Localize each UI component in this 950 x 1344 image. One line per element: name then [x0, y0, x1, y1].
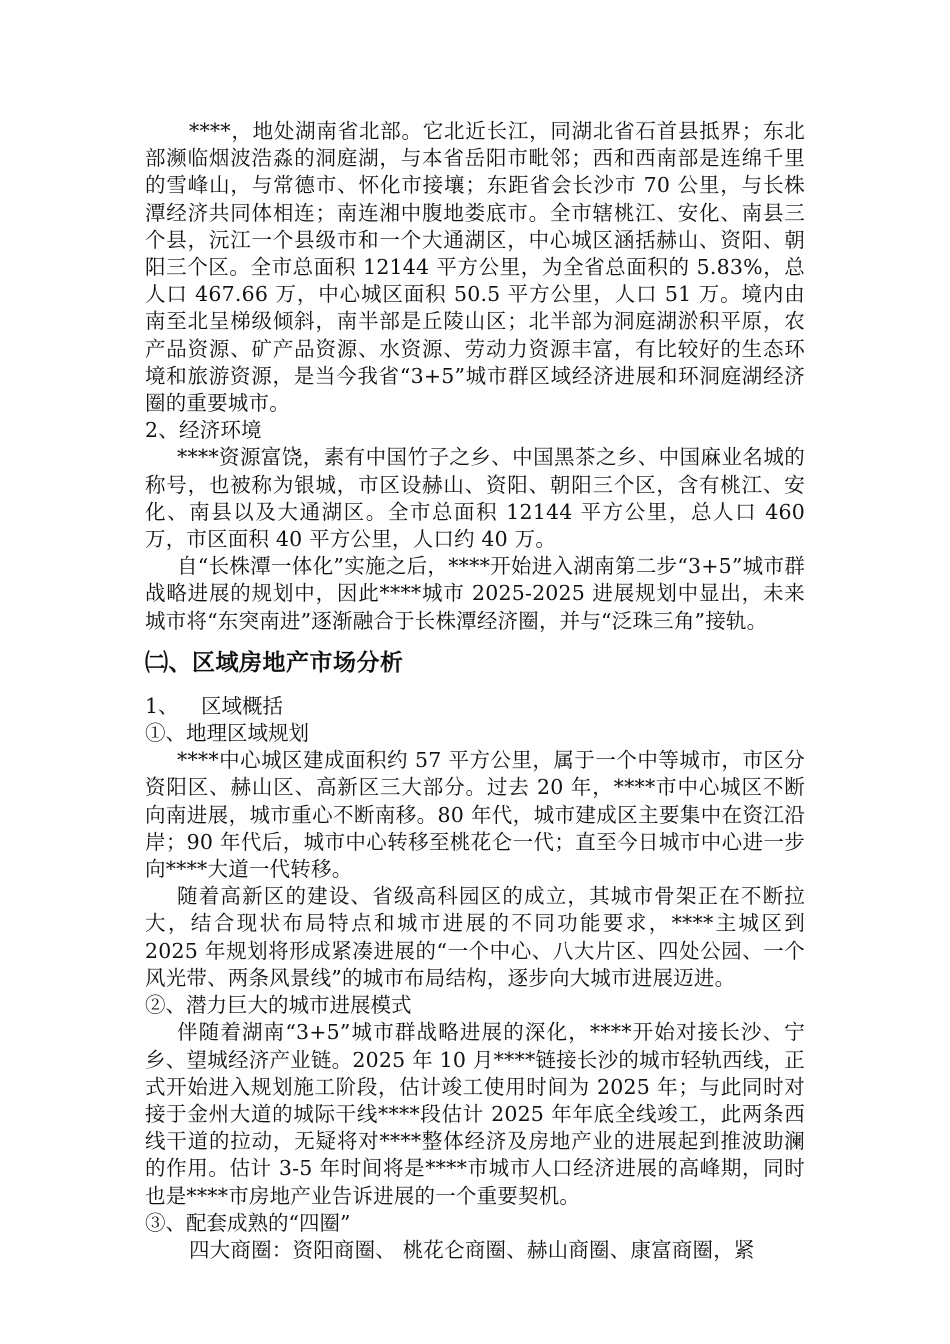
paragraph-integration: 自“长株潭一体化”实施之后，****开始进入湖南第二步“3+5”城市群战略进展的规划中，因此****城市 2025-2025 进展规划中显出，未来城市将“东突南进”逐渐融合于长株潭经济圈，并与“泛珠三角”接轨。 [145, 554, 805, 633]
paragraph-city-cluster: 伴随着湖南“3+5”城市群战略进展的深化，****开始对接长沙、宁乡、望城经济产业链。2025 年 10 月****链接长沙的城市轻轨西线，正式开始进入规划施工阶段，估计竣工使用时间为 2025 年；与此同时对接于金州大道的城际干线****段估计 2025 年年底全线竣工，此两条西线干道的拉动，无疑将对****整体经济及房地产业的进展起到推波助澜的作用。估计 3-5 年时间将是****市城市人口经济进展的高峰期，同时也是****市房地产业告诉进展的一个重要契机。 [145, 1020, 805, 1208]
section-heading-real-estate: ㈡、区域房地产市场分析 [145, 649, 404, 676]
item-heading-development-mode: ②、潜力巨大的城市进展模式 [145, 993, 412, 1018]
paragraph-economy: ****资源富饶，素有中国竹子之乡、中国黑茶之乡、中国麻业名城的称号，也被称为银城，市区设赫山、资阳、朝阳三个区，含有桃江、安化、南县以及大通湖区。全市总面积 12144 平方公里，总人口 460 万，市区面积 40 平方公里，人口约 40 万。 [145, 445, 805, 552]
document-page [145, 118, 805, 1264]
subsection-heading-overview [145, 693, 805, 720]
paragraph-location: ****，地处湖南省北部。它北近长江，同湖北省石首县抵界；东北部濒临烟波浩淼的洞庭湖，与本省岳阳市毗邻；西和西南部是连绵千里的雪峰山，与常德市、怀化市接壤；东距省会长沙市 70 公里，与长株潭经济共同体相连；南连湘中腹地娄底市。全市辖桃江、安化、南县三个县，沅江一个县级市和一个大通湖区，中心城区涵括赫山、资阳、朝阳三个区。全市总面积 12144 平方公里，为全省总面积的 5.83%，总人口 467.66 万，中心城区面积 50.5 平方公里，人口 51 万。境内由南至北呈梯级倾斜，南半部是丘陵山区；北半部为洞庭湖淤积平原，农产品资源、矿产品资源、水资源、劳动力资源丰富，有比较好的生态环境和旅游资源，是当今我省“3+5”城市群区域经济进展和环洞庭湖经济圈的重要城市。 [145, 119, 805, 416]
paragraph-urban-area: ****中心城区建成面积约 57 平方公里，属于一个中等城市，市区分资阳区、赫山区、高新区三大部分。过去 20 年，****市中心城区不断向南进展，城市重心不断南移。80 年代，城市建成区主要集中在资江沿岸；90 年代后，城市中心转移至桃花仑一代；直至今日城市中心进一步向****大道一代转移。 [145, 748, 805, 882]
item-heading-geographic: ①、地理区域规划 [145, 721, 309, 746]
paragraph-business-circles: 四大商圈：资阳商圈、 桃花仑商圈、赫山商圈、康富商圈，紧 [189, 1237, 755, 1262]
subheading-economic-environment: 2、经济环境 [145, 418, 262, 443]
subsection-title: 区域概括 [201, 693, 283, 718]
item-heading-four-circles: ③、配套成熟的“四圈” [145, 1210, 351, 1235]
subsection-number: 1、 [145, 693, 179, 718]
paragraph-high-tech-zone: 随着高新区的建设、省级高科园区的成立，其城市骨架正在不断拉大，结合现状布局特点和城市进展的不同功能要求，****主城区到 2025 年规划将形成紧凑进展的“一个中心、八大片区、四处公园、一个风光带、两条风景线”的城市布局结构，逐步向大城市进展迈进。 [145, 884, 805, 990]
